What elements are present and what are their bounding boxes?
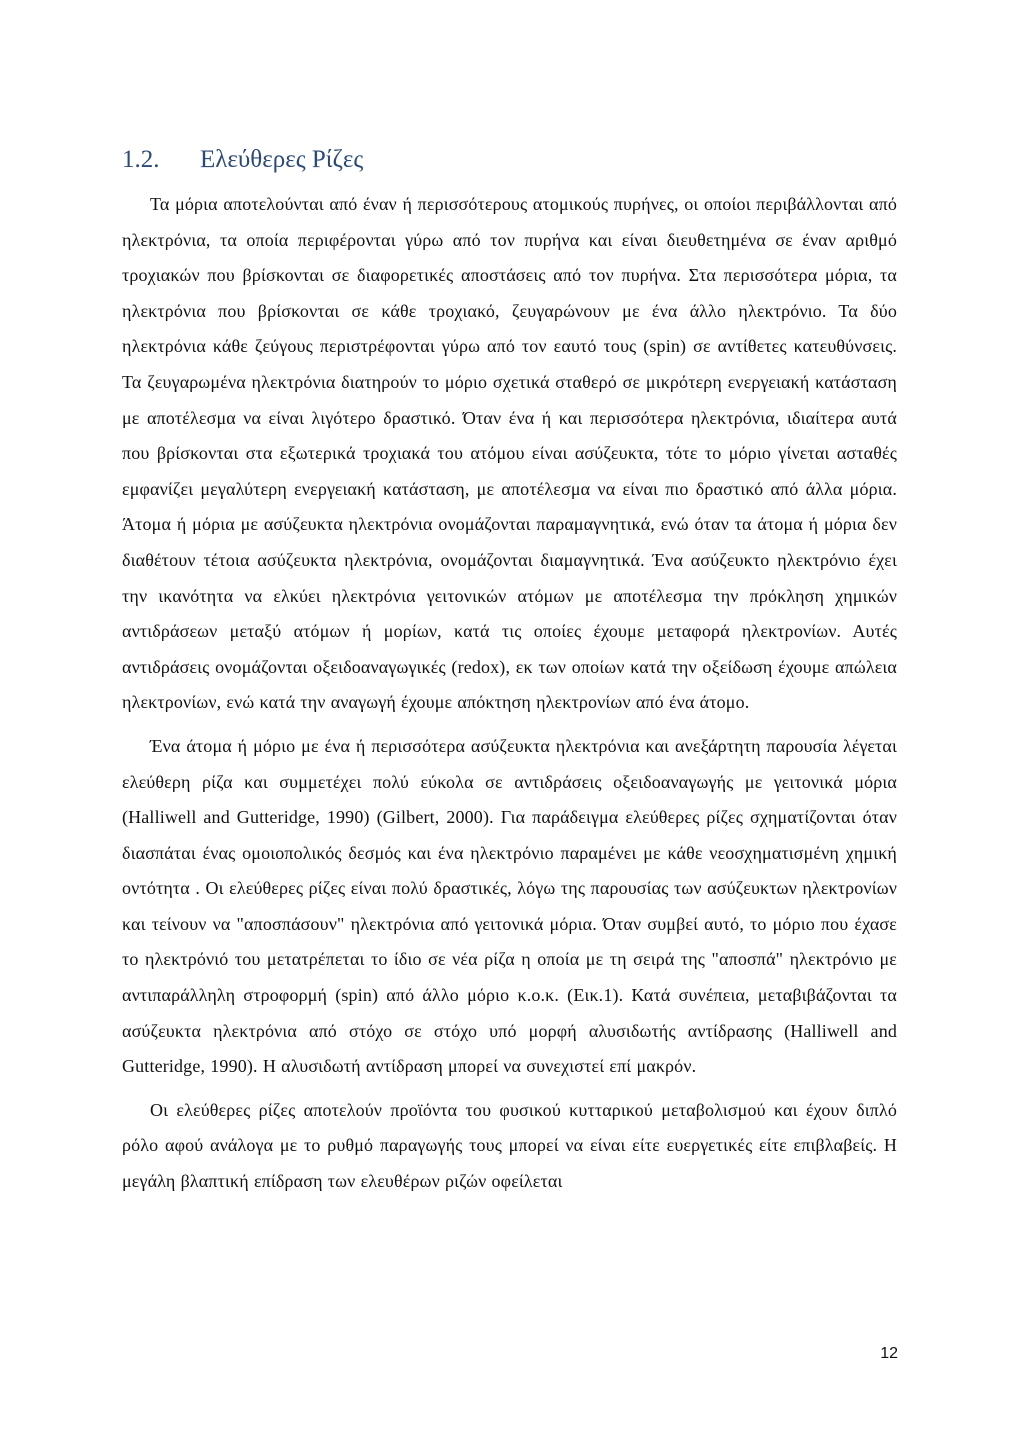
section-heading — [122, 140, 363, 180]
body-text — [122, 187, 897, 1208]
section-number: 1.2. — [122, 146, 160, 173]
paragraph-1: Τα μόρια αποτελούνται από έναν ή περισσότερους ατομικούς πυρήνες, οι οποίοι περιβάλλονται από ηλεκτρόνια, τα οποία περιφέρονται γύρω από τον πυρήνα και είναι διευθετημένα σε έναν αριθμό τροχιακών που βρίσκονται σε διαφορετικές αποστάσεις από τον πυρήνα. Στα περισσότερα μόρια, τα ηλεκτρόνια που βρίσκονται σε κάθε τροχιακό, ζευγαρώνουν με ένα άλλο ηλεκτρόνιο. Τα δύο ηλεκτρόνια κάθε ζεύγους περιστρέφονται γύρω από τον εαυτό τους (spin) σε αντίθετες κατευθύνσεις. Τα ζευγαρωμένα ηλεκτρόνια διατηρούν το μόριο σχετικά σταθερό σε μικρότερη ενεργειακή κατάσταση με αποτέλεσμα να είναι λιγότερο δραστικό. Όταν ένα ή και περισσότερα ηλεκτρόνια, ιδιαίτερα αυτά που βρίσκονται στα εξωτερικά τροχιακά του ατόμου είναι ασύζευκτα, τότε το μόριο γίνεται ασταθές εμφανίζει μεγαλύτερη ενεργειακή κατάσταση, με αποτέλεσμα να είναι πιο δραστικό από άλλα μόρια. Άτομα ή μόρια με ασύζευκτα ηλεκτρόνια ονομάζονται παραμαγνητικά, ενώ όταν τα άτομα ή μόρια δεν διαθέτουν τέτοια ασύζευκτα ηλεκτρόνια, ονομάζονται διαμαγνητικά. Ένα ασύζευκτο ηλεκτρόνιο έχει την ικανότητα να ελκύει ηλεκτρόνια γειτονικών ατόμων με αποτέλεσμα την πρόκληση χημικών αντιδράσεων μεταξύ ατόμων ή μορίων, κατά τις οποίες έχουμε μεταφορά ηλεκτρονίων. Αυτές αντιδράσεις ονομάζονται οξειδοαναγωγικές (redox), εκ των οποίων κατά την οξείδωση έχουμε απώλεια ηλεκτρονίων, ενώ κατά την αναγωγή έχουμε απόκτηση ηλεκτρονίων από ένα άτομο. — [122, 194, 897, 713]
page-number: 12 — [880, 1345, 898, 1362]
paragraph-3: Οι ελεύθερες ρίζες αποτελούν προϊόντα του φυσικού κυτταρικού μεταβολισμού και έχουν διπλό ρόλο αφού ανάλογα με το ρυθμό παραγωγής τους μπορεί να είναι είτε ευεργετικές είτε επιβλαβείς. Η μεγάλη βλαπτική επίδραση των ελευθέρων ριζών οφείλεται — [122, 1099, 897, 1192]
paragraph-2: Ένα άτομα ή μόριο με ένα ή περισσότερα ασύζευκτα ηλεκτρόνια και ανεξάρτητη παρουσία λέγεται ελεύθερη ρίζα και συμμετέχει πολύ εύκολα σε αντιδράσεις οξειδοαναγωγής με γειτονικά μόρια (Halliwell and Gutteridge, 1990) (Gilbert, 2000). Για παράδειγμα ελεύθερες ρίζες σχηματίζονται όταν διασπάται ένας ομοιοπολικός δεσμός και ένα ηλεκτρόνιο παραμένει με κάθε νεοσχηματισμένη χημική οντότητα . Οι ελεύθερες ρίζες είναι πολύ δραστικές, λόγω της παρουσίας των ασύζευκτων ηλεκτρονίων και τείνουν να "αποσπάσουν" ηλεκτρόνια από γειτονικά μόρια. Όταν συμβεί αυτό, το μόριο που έχασε το ηλεκτρόνιό του μετατρέπεται το ίδιο σε νέα ρίζα η οποία με τη σειρά της "αποσπά" ηλεκτρόνιο με αντιπαράλληλη στροφορμή (spin) από άλλο μόριο κ.ο.κ. (Εικ.1). Κατά συνέπεια, μεταβιβάζονται τα ασύζευκτα ηλεκτρόνια από στόχο σε στόχο υπό μορφή αλυσιδωτής αντίδρασης (Halliwell and Gutteridge, 1990). Η αλυσιδωτή αντίδραση μπορεί να συνεχιστεί επί μακρόν. — [122, 735, 897, 1077]
section-title: Ελεύθερες Ρίζες — [200, 146, 364, 173]
